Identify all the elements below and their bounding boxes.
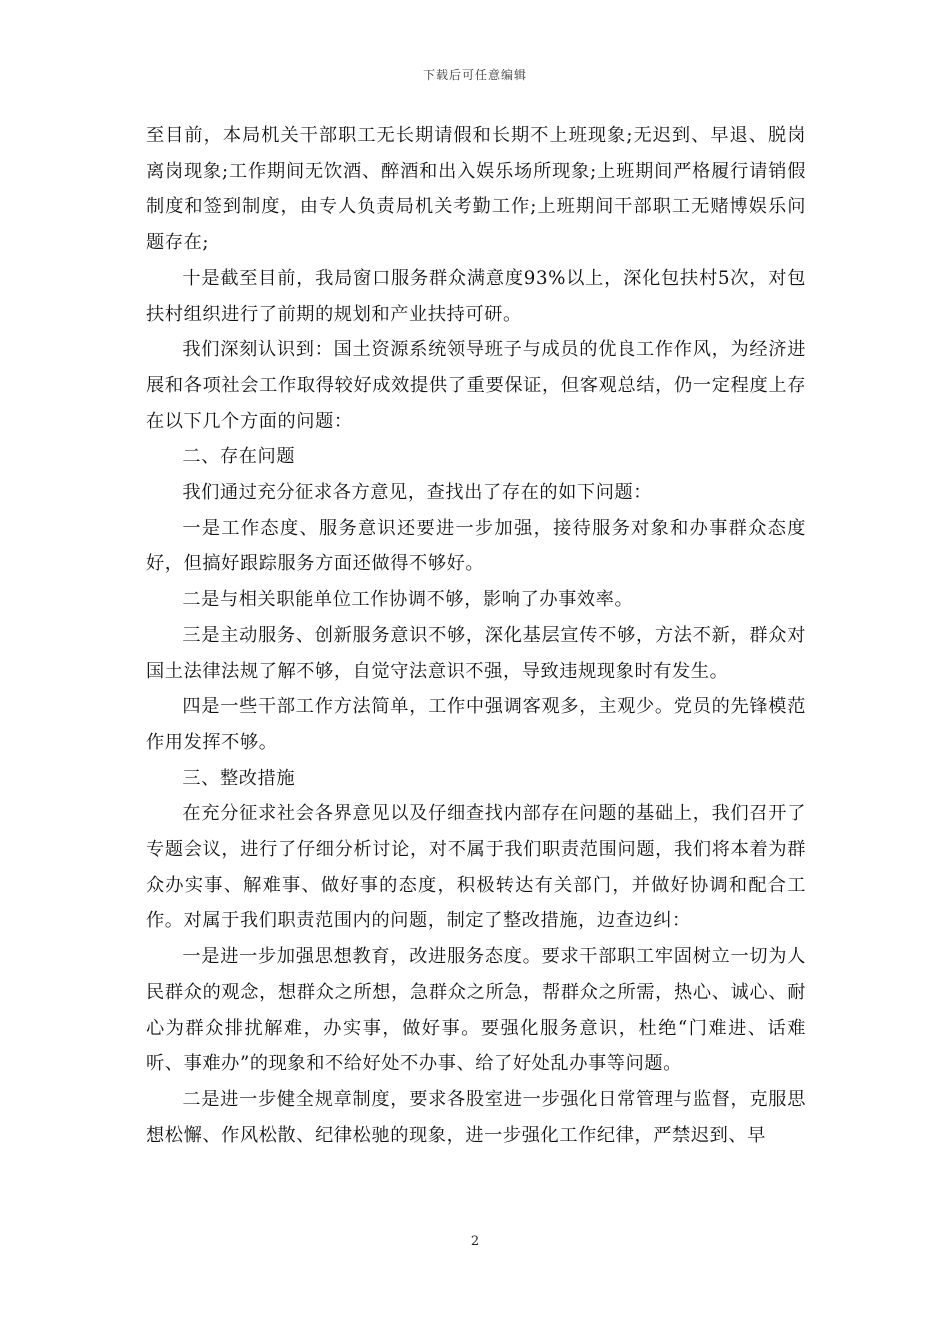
paragraph: 一是工作态度、服务意识还要进一步加强，接待服务对象和办事群众态度好，但搞好跟踪服务方面还做得不够好。 — [146, 517, 806, 575]
paragraph: 一是进一步加强思想教育，改进服务态度。要求干部职工牢固树立一切为人民群众的观念，想群众之所想，急群众之所急，帮群众之所需，热心、诚心、耐心为群众排扰解难，办实事，做好事。要强化服务意识，杜绝“门难进、话难听、事难办”的现象和不给好处不办事、给了好处乱办事等问题。 — [146, 946, 806, 1075]
paragraph: 二是进一步健全规章制度，要求各股室进一步强化日常管理与监督，克服思想松懈、作风松散、纪律松驰的现象，进一步强化工作纪律，严禁迟到、早 — [146, 1088, 806, 1146]
paragraph: 四是一些干部工作方法简单，工作中强调客观多，主观少。党员的先锋模范作用发挥不够。 — [146, 696, 806, 753]
section-heading: 三、整改措施 — [182, 767, 296, 789]
paragraph: 我们深刻认识到：国土资源系统领导班子与成员的优良工作作风，为经济进展和各项社会工作取得较好成效提供了重要保证，但客观总结，仍一定程度上存在以下几个方面的问题： — [146, 339, 806, 432]
paragraph: 十是截至目前，我局窗口服务群众满意度93%以上，深化包扶村5次，对包扶村组织进行了前期的规划和产业扶持可研。 — [146, 267, 806, 325]
paragraph: 我们通过充分征求各方意见，查找出了存在的如下问题： — [182, 482, 653, 504]
section-heading: 二、存在问题 — [182, 446, 296, 468]
paragraph: 至目前，本局机关干部职工无长期请假和长期不上班现象;无迟到、早退、脱岗离岗现象;工作期间无饮酒、醉酒和出入娱乐场所现象;上班期间严格履行请销假制度和签到制度，由专人负责局机关考勤工作;上班期间干部职工无赌博娱乐问题存在; — [146, 125, 806, 254]
paragraph: 二是与相关职能单位工作协调不够，影响了办事效率。 — [182, 589, 634, 611]
page-header: 下载后可任意编辑 — [422, 68, 527, 82]
paragraph: 在充分征求社会各界意见以及仔细查找内部存在问题的基础上，我们召开了专题会议，进行了仔细分析讨论，对不属于我们职责范围问题，我们将本着为群众办实事、解难事、做好事的态度，积极转达有关部门，并做好协调和配合工作。对属于我们职责范围内的问题，制定了整改措施，边查边纠： — [146, 803, 806, 932]
page-number: 2 — [470, 1234, 480, 1249]
document-body — [146, 118, 806, 1153]
paragraph: 三是主动服务、创新服务意识不够，深化基层宣传不够，方法不新，群众对国土法律法规了解不够，自觉守法意识不强，导致违规现象时有发生。 — [146, 624, 806, 682]
